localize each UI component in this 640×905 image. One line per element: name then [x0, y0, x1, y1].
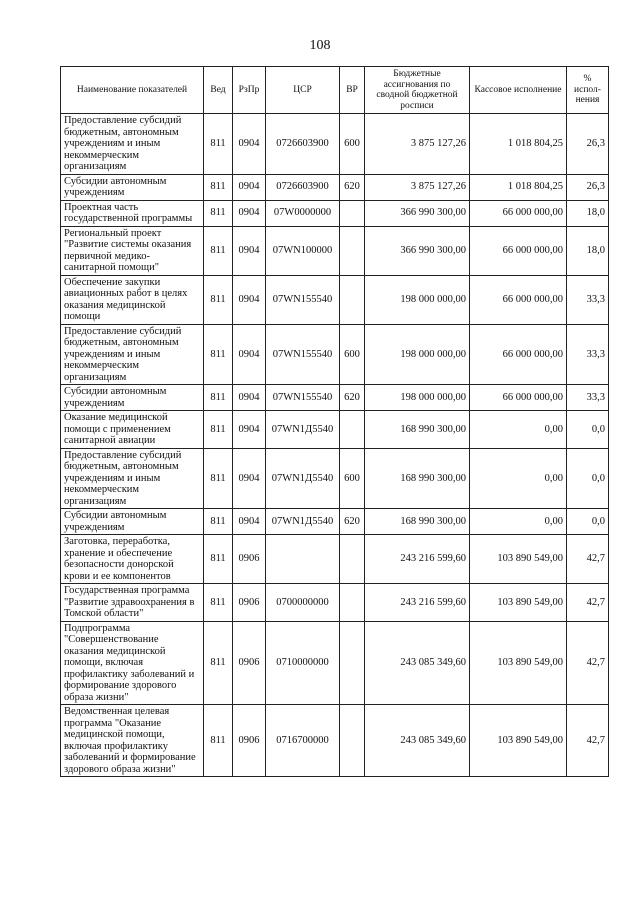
cell-csr: 07WN100000 [266, 226, 340, 275]
cell-csr: 07WN1Д5540 [266, 411, 340, 449]
cell-vr: 620 [340, 385, 365, 411]
cell-cash: 0,00 [470, 509, 567, 535]
cell-vr [340, 584, 365, 622]
cell-name: Предоставление субсидий бюджетным, автономным учреждениям и иным некоммерческим организациям [61, 324, 204, 385]
cell-name: Проектная часть государственной программы [61, 200, 204, 226]
cell-ved: 811 [204, 705, 233, 777]
cell-budget: 3 875 127,26 [365, 114, 470, 175]
cell-budget: 243 085 349,60 [365, 621, 470, 705]
cell-rzpr: 0904 [233, 324, 266, 385]
cell-budget: 243 216 599,60 [365, 535, 470, 584]
table-row [61, 200, 609, 226]
cell-vr [340, 411, 365, 449]
budget-table [60, 66, 609, 777]
cell-cash: 103 890 549,00 [470, 584, 567, 622]
cell-percent: 42,7 [567, 705, 609, 777]
table-row [61, 535, 609, 584]
cell-cash: 103 890 549,00 [470, 621, 567, 705]
cell-cash: 66 000 000,00 [470, 275, 567, 324]
cell-vr [340, 535, 365, 584]
cell-vr: 600 [340, 114, 365, 175]
cell-vr: 620 [340, 174, 365, 200]
table-row [61, 448, 609, 509]
cell-name: Субсидии автономным учреждениям [61, 385, 204, 411]
cell-rzpr: 0904 [233, 448, 266, 509]
table-row [61, 621, 609, 705]
cell-vr [340, 705, 365, 777]
cell-rzpr: 0906 [233, 584, 266, 622]
cell-percent: 18,0 [567, 226, 609, 275]
cell-name: Ведомственная целевая программа "Оказание медицинской помощи, включая профилактику заболеваний и формирование здорового образа жизни" [61, 705, 204, 777]
cell-rzpr: 0904 [233, 411, 266, 449]
cell-ved: 811 [204, 324, 233, 385]
cell-percent: 18,0 [567, 200, 609, 226]
cell-ved: 811 [204, 535, 233, 584]
cell-name: Субсидии автономным учреждениям [61, 509, 204, 535]
cell-ved: 811 [204, 584, 233, 622]
cell-name: Оказание медицинской помощи с применением санитарной авиации [61, 411, 204, 449]
cell-name: Заготовка, переработка, хранение и обеспечение безопасности донорской крови и ее компонентов [61, 535, 204, 584]
cell-cash: 103 890 549,00 [470, 535, 567, 584]
cell-cash: 66 000 000,00 [470, 200, 567, 226]
cell-rzpr: 0906 [233, 705, 266, 777]
header-vr: ВР [340, 67, 365, 114]
cell-ved: 811 [204, 114, 233, 175]
cell-cash: 103 890 549,00 [470, 705, 567, 777]
cell-budget: 168 990 300,00 [365, 411, 470, 449]
table-row [61, 114, 609, 175]
cell-percent: 42,7 [567, 535, 609, 584]
cell-vr [340, 226, 365, 275]
header-percent: % испол-нения [567, 67, 609, 114]
cell-ved: 811 [204, 275, 233, 324]
cell-ved: 811 [204, 411, 233, 449]
cell-percent: 0,0 [567, 448, 609, 509]
cell-csr: 07WN155540 [266, 324, 340, 385]
cell-vr [340, 621, 365, 705]
header-rzpr: РзПр [233, 67, 266, 114]
cell-ved: 811 [204, 174, 233, 200]
cell-percent: 26,3 [567, 174, 609, 200]
cell-cash: 66 000 000,00 [470, 226, 567, 275]
cell-csr: 0726603900 [266, 174, 340, 200]
page-number: 108 [309, 38, 331, 53]
cell-percent: 42,7 [567, 584, 609, 622]
cell-percent: 42,7 [567, 621, 609, 705]
header-cash: Кассовое исполнение [470, 67, 567, 114]
cell-budget: 243 216 599,60 [365, 584, 470, 622]
cell-rzpr: 0904 [233, 275, 266, 324]
table-row [61, 174, 609, 200]
table-row [61, 411, 609, 449]
cell-csr [266, 535, 340, 584]
cell-name: Субсидии автономным учреждениям [61, 174, 204, 200]
cell-budget: 3 875 127,26 [365, 174, 470, 200]
header-ved: Вед [204, 67, 233, 114]
cell-csr: 07WN155540 [266, 385, 340, 411]
table-row [61, 509, 609, 535]
cell-csr: 07WN1Д5540 [266, 448, 340, 509]
cell-vr: 600 [340, 448, 365, 509]
cell-name: Предоставление субсидий бюджетным, автономным учреждениям и иным некоммерческим организациям [61, 448, 204, 509]
cell-cash: 0,00 [470, 448, 567, 509]
header-csr: ЦСР [266, 67, 340, 114]
cell-csr: 0710000000 [266, 621, 340, 705]
cell-budget: 198 000 000,00 [365, 385, 470, 411]
cell-rzpr: 0906 [233, 621, 266, 705]
cell-rzpr: 0904 [233, 509, 266, 535]
table-row [61, 275, 609, 324]
cell-csr: 0716700000 [266, 705, 340, 777]
cell-name: Региональный проект "Развитие системы оказания первичной медико-санитарной помощи" [61, 226, 204, 275]
cell-cash: 1 018 804,25 [470, 114, 567, 175]
cell-percent: 33,3 [567, 385, 609, 411]
cell-vr [340, 275, 365, 324]
cell-ved: 811 [204, 385, 233, 411]
cell-budget: 168 990 300,00 [365, 448, 470, 509]
cell-budget: 198 000 000,00 [365, 275, 470, 324]
cell-rzpr: 0904 [233, 174, 266, 200]
table-row [61, 324, 609, 385]
cell-ved: 811 [204, 226, 233, 275]
cell-ved: 811 [204, 448, 233, 509]
cell-ved: 811 [204, 200, 233, 226]
cell-rzpr: 0904 [233, 200, 266, 226]
cell-percent: 0,0 [567, 509, 609, 535]
table-row [61, 705, 609, 777]
table-row [61, 584, 609, 622]
cell-budget: 366 990 300,00 [365, 226, 470, 275]
cell-vr: 620 [340, 509, 365, 535]
cell-budget: 168 990 300,00 [365, 509, 470, 535]
cell-vr [340, 200, 365, 226]
cell-cash: 0,00 [470, 411, 567, 449]
cell-budget: 366 990 300,00 [365, 200, 470, 226]
cell-rzpr: 0906 [233, 535, 266, 584]
header-row [61, 67, 609, 114]
cell-percent: 33,3 [567, 275, 609, 324]
cell-rzpr: 0904 [233, 114, 266, 175]
cell-rzpr: 0904 [233, 226, 266, 275]
cell-rzpr: 0904 [233, 385, 266, 411]
cell-csr: 07WN1Д5540 [266, 509, 340, 535]
cell-csr: 07W0000000 [266, 200, 340, 226]
header-budget: Бюджетные ассигнования по сводной бюджетной росписи [365, 67, 470, 114]
cell-cash: 66 000 000,00 [470, 385, 567, 411]
cell-name: Подпрограмма "Совершенствование оказания медицинской помощи, включая профилактику заболеваний и формирование здорового образа жизни" [61, 621, 204, 705]
cell-cash: 1 018 804,25 [470, 174, 567, 200]
cell-cash: 66 000 000,00 [470, 324, 567, 385]
table-row [61, 385, 609, 411]
cell-percent: 0,0 [567, 411, 609, 449]
cell-name: Государственная программа "Развитие здравоохранения в Томской области" [61, 584, 204, 622]
cell-name: Обеспечение закупки авиационных работ в целях оказания медицинской помощи [61, 275, 204, 324]
cell-budget: 243 085 349,60 [365, 705, 470, 777]
cell-csr: 0726603900 [266, 114, 340, 175]
cell-budget: 198 000 000,00 [365, 324, 470, 385]
table-row [61, 226, 609, 275]
cell-csr: 0700000000 [266, 584, 340, 622]
cell-percent: 26,3 [567, 114, 609, 175]
cell-percent: 33,3 [567, 324, 609, 385]
cell-ved: 811 [204, 509, 233, 535]
cell-ved: 811 [204, 621, 233, 705]
cell-csr: 07WN155540 [266, 275, 340, 324]
cell-vr: 600 [340, 324, 365, 385]
cell-name: Предоставление субсидий бюджетным, автономным учреждениям и иным некоммерческим организациям [61, 114, 204, 175]
header-name: Наименование показателей [61, 67, 204, 114]
